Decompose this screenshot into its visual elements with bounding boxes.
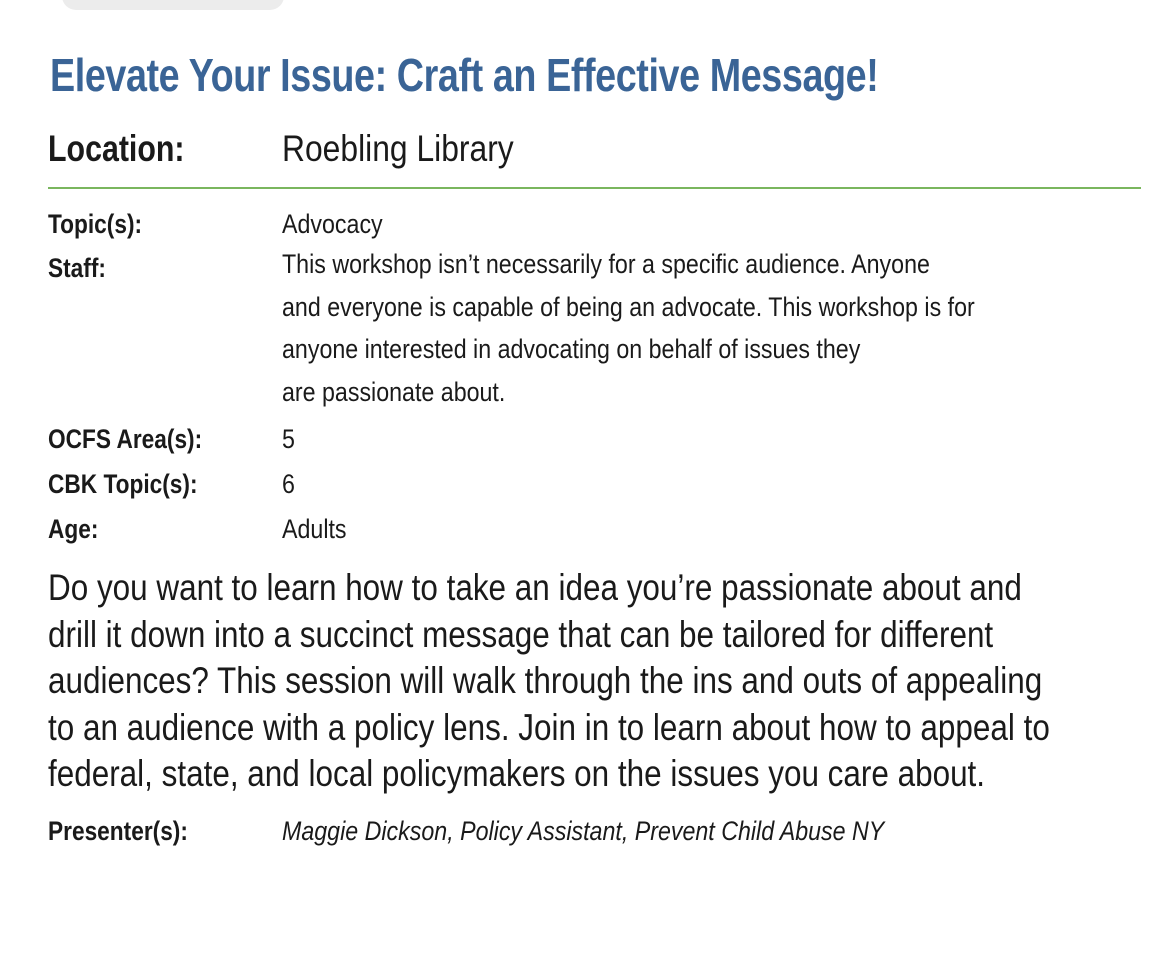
cbk-topics-value: 6 <box>282 469 295 499</box>
staff-line: are passionate about. <box>282 376 506 407</box>
staff-text <box>282 243 1088 413</box>
age-label: Age: <box>48 514 99 544</box>
cbk-topics-row <box>48 469 1141 509</box>
description-line: federal, state, and local policymakers on the issues you care about. <box>48 753 986 794</box>
staff-line: This workshop isn’t necessarily for a specific audience. Anyone <box>282 249 930 279</box>
staff-label: Staff: <box>48 253 106 283</box>
cbk-topics-label: CBK Topic(s): <box>48 469 198 499</box>
ocfs-areas-label: OCFS Area(s): <box>48 424 203 454</box>
ocfs-areas-value: 5 <box>282 424 295 454</box>
presenters-value: Maggie Dickson, Policy Assistant, Prevent Child Abuse NY <box>282 816 885 846</box>
age-value: Adults <box>282 514 347 544</box>
location-row <box>48 128 1141 174</box>
top-tab-edge <box>62 0 284 10</box>
topics-label: Topic(s): <box>48 209 143 239</box>
event-title: Elevate Your Issue: Craft an Effective Message! <box>50 49 879 101</box>
staff-line: anyone interested in advocating on behalf of issues they <box>282 334 861 364</box>
description-line: Do you want to learn how to take an idea you’re passionate about and <box>48 567 1022 608</box>
location-label: Location: <box>48 128 185 169</box>
age-row <box>48 514 1141 554</box>
presenters-row <box>48 816 1141 856</box>
staff-row <box>48 249 1141 423</box>
staff-line: and everyone is capable of being an advocate. This workshop is for <box>282 291 975 322</box>
location-value: Roebling Library <box>282 128 514 169</box>
description-line: audiences? This session will walk through the ins and outs of appealing <box>48 660 1043 701</box>
presenters-label: Presenter(s): <box>48 816 188 846</box>
description-line: to an audience with a policy lens. Join in to learn about how to appeal to <box>48 706 1050 748</box>
section-divider <box>48 187 1141 189</box>
topics-value: Advocacy <box>282 209 383 239</box>
description-line: drill it down into a succinct message that can be tailored for different <box>48 613 994 655</box>
event-description <box>48 565 1141 798</box>
ocfs-areas-row <box>48 424 1141 464</box>
